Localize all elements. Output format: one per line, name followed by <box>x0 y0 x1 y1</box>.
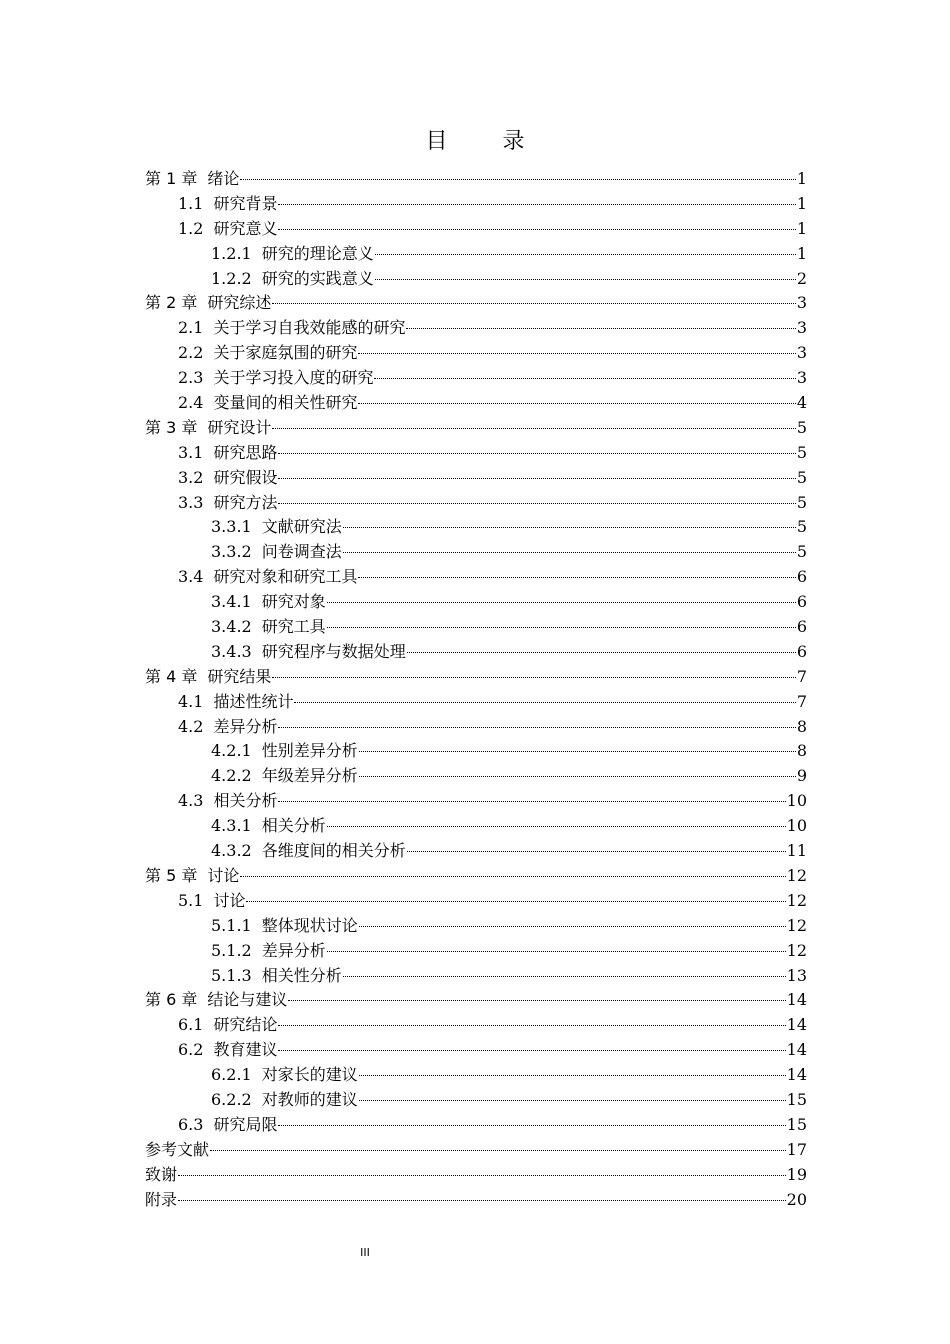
toc-entry-number: 3.3.2 <box>211 542 252 562</box>
toc-entry[interactable] <box>145 864 807 889</box>
toc-entry-page: 7 <box>796 666 807 686</box>
toc-entry-page: 6 <box>796 641 807 661</box>
toc-entry-page: 1 <box>796 218 807 238</box>
toc-entry-title: 年级差异分析 <box>261 766 358 786</box>
toc-entry-number: 6.2.2 <box>211 1089 252 1109</box>
toc-entry-title: 讨论 <box>207 865 240 885</box>
toc-dot-leader <box>278 453 795 454</box>
toc-dot-leader <box>240 876 785 877</box>
toc-dot-leader <box>375 254 796 255</box>
toc-entry-page: 14 <box>786 1040 807 1060</box>
toc-dot-leader <box>272 428 795 429</box>
toc-entry-page: 5 <box>796 517 807 537</box>
toc-entry-number: 4.3 <box>178 791 204 811</box>
toc-entry[interactable] <box>145 715 807 740</box>
toc-dot-leader <box>359 776 796 777</box>
toc-entry-title: 整体现状讨论 <box>261 915 358 935</box>
toc-dot-leader <box>406 328 795 329</box>
toc-entry-title: 关于学习投入度的研究 <box>213 368 374 388</box>
toc-entry-title: 问卷调查法 <box>261 542 342 562</box>
toc-entry-number: 1.1 <box>178 193 204 213</box>
toc-dot-leader <box>375 279 796 280</box>
toc-entry-page: 1 <box>796 243 807 263</box>
toc-entry-title: 研究的实践意义 <box>261 268 374 288</box>
toc-entry[interactable] <box>145 291 807 316</box>
toc-entry-page: 9 <box>796 766 807 786</box>
toc-entry-number: 6.3 <box>178 1114 204 1134</box>
toc-entry[interactable] <box>145 939 807 964</box>
toc-entry[interactable] <box>145 640 807 665</box>
toc-dot-leader <box>343 527 796 528</box>
toc-entry-number: 2.2 <box>178 343 204 363</box>
toc-entry-number: 3.1 <box>178 442 204 462</box>
toc-entry[interactable] <box>145 366 807 391</box>
toc-dot-leader <box>288 1000 785 1001</box>
toc-entry-number: 第 5 章 <box>145 865 198 885</box>
toc-entry-page: 12 <box>786 890 807 910</box>
toc-entry-title: 关于学习自我效能感的研究 <box>213 318 406 338</box>
toc-entry-number: 4.1 <box>178 691 204 711</box>
toc-entry[interactable] <box>145 814 807 839</box>
toc-entry-page: 5 <box>796 417 807 437</box>
toc-entry-number: 第 1 章 <box>145 169 198 188</box>
toc-entry-title: 研究背景 <box>213 193 278 213</box>
toc-dot-leader <box>358 353 795 354</box>
toc-entry[interactable] <box>145 1113 807 1138</box>
toc-entry-number: 3.4.2 <box>211 617 252 637</box>
toc-entry[interactable] <box>145 1188 807 1213</box>
toc-entry[interactable] <box>145 889 807 914</box>
toc-dot-leader <box>240 179 795 180</box>
toc-entry-page: 13 <box>786 965 807 985</box>
toc-entry-number: 3.4.1 <box>211 592 252 612</box>
toc-dot-leader <box>359 926 786 927</box>
toc-entry-number: 第 3 章 <box>145 417 198 437</box>
toc-entry-number: 1.2.1 <box>211 243 252 263</box>
toc-entry-page: 15 <box>786 1114 807 1134</box>
toc-entry-title: 对教师的建议 <box>261 1089 358 1109</box>
toc-dot-leader <box>358 403 795 404</box>
toc-entry-title: 研究方法 <box>213 492 278 512</box>
toc-dot-leader <box>278 1025 785 1026</box>
toc-entry-title: 研究对象和研究工具 <box>213 567 358 587</box>
toc-dot-leader <box>343 976 786 977</box>
toc-entry[interactable] <box>145 665 807 690</box>
toc-entry-title: 绪论 <box>207 169 240 188</box>
toc-dot-leader <box>278 204 795 205</box>
toc-entry-page: 5 <box>796 442 807 462</box>
toc-dot-leader <box>343 552 796 553</box>
toc-title: 目 录 <box>425 129 549 154</box>
toc-entry-number: 1.2 <box>178 218 204 238</box>
toc-entry[interactable] <box>145 441 807 466</box>
toc-entry[interactable] <box>145 192 807 217</box>
toc-entry-number: 5.1.1 <box>211 915 252 935</box>
toc-entry-page: 15 <box>786 1089 807 1109</box>
toc-entry-title: 研究的理论意义 <box>261 243 374 263</box>
toc-entry[interactable] <box>145 217 807 242</box>
toc-entry-title: 研究结论 <box>213 1015 278 1035</box>
toc-entry[interactable] <box>145 341 807 366</box>
toc-entry-title: 附录 <box>145 1189 178 1209</box>
toc-entry-title: 教育建议 <box>213 1040 278 1060</box>
toc-entry-number: 4.2.1 <box>211 741 252 761</box>
toc-entry[interactable] <box>145 789 807 814</box>
toc-entry-title: 性别差异分析 <box>261 741 358 761</box>
toc-entry-title: 各维度间的相关分析 <box>261 841 406 861</box>
toc-entry[interactable] <box>145 615 807 640</box>
toc-dot-leader <box>327 826 786 827</box>
toc-entry-title: 相关性分析 <box>261 965 342 985</box>
toc-entry-number: 4.3.1 <box>211 816 252 836</box>
toc-dot-leader <box>210 1150 786 1151</box>
toc-entry-page: 3 <box>796 343 807 363</box>
toc-entry[interactable] <box>145 491 807 516</box>
toc-entry-title: 研究设计 <box>207 417 272 437</box>
toc-entry-title: 讨论 <box>213 890 246 910</box>
toc-entry-title: 对家长的建议 <box>261 1065 358 1085</box>
toc-entry-number: 2.1 <box>178 318 204 338</box>
toc-entry-title: 研究工具 <box>261 617 326 637</box>
toc-entry-title: 研究综述 <box>207 293 272 313</box>
toc-dot-leader <box>278 727 795 728</box>
toc-entry-number: 3.4.3 <box>211 641 252 661</box>
toc-dot-leader <box>272 303 795 304</box>
toc-entry[interactable] <box>145 690 807 715</box>
toc-entry-number: 第 2 章 <box>145 293 198 313</box>
toc-entry-page: 5 <box>796 492 807 512</box>
toc-entry-number: 4.2 <box>178 716 204 736</box>
toc-entry-title: 描述性统计 <box>213 691 294 711</box>
toc-entry[interactable] <box>145 1138 807 1163</box>
toc-entry-number: 5.1.3 <box>211 965 252 985</box>
toc-entry-title: 研究局限 <box>213 1114 278 1134</box>
toc-entry-page: 3 <box>796 368 807 388</box>
toc-entry-title: 文献研究法 <box>261 517 342 537</box>
toc-entry[interactable] <box>145 267 807 292</box>
toc-entry-page: 8 <box>796 741 807 761</box>
toc-entry[interactable] <box>145 167 807 192</box>
toc-entry-page: 10 <box>786 816 807 836</box>
toc-dot-leader <box>278 801 785 802</box>
toc-entry-title: 差异分析 <box>213 716 278 736</box>
toc-entry[interactable] <box>145 1063 807 1088</box>
toc-entry-page: 12 <box>786 940 807 960</box>
toc-entry-number: 6.1 <box>178 1015 204 1035</box>
toc-dot-leader <box>294 702 795 703</box>
toc-dot-leader <box>278 503 795 504</box>
toc-entry[interactable] <box>145 1038 807 1063</box>
toc-entry-title: 研究程序与数据处理 <box>261 641 406 661</box>
toc-entry-number: 第 4 章 <box>145 666 198 686</box>
toc-entry-page: 11 <box>786 841 807 861</box>
toc-entry-page: 5 <box>796 467 807 487</box>
toc-entry[interactable] <box>145 565 807 590</box>
toc-entry-number: 6.2.1 <box>211 1065 252 1085</box>
toc-dot-leader <box>272 677 795 678</box>
toc-entry-title: 变量间的相关性研究 <box>213 393 358 413</box>
toc-entry[interactable] <box>145 466 807 491</box>
toc-entry-number: 2.3 <box>178 368 204 388</box>
toc-entry-page: 14 <box>786 1065 807 1085</box>
toc-entry-number: 3.2 <box>178 467 204 487</box>
toc-entry-number: 4.2.2 <box>211 766 252 786</box>
toc-entry-number: 6.2 <box>178 1040 204 1060</box>
toc-entry-title: 相关分析 <box>213 791 278 811</box>
toc-dot-leader <box>278 1050 785 1051</box>
toc-dot-leader <box>327 951 786 952</box>
toc-dot-leader <box>374 378 795 379</box>
toc-entry[interactable] <box>145 416 807 441</box>
toc-entry-page: 6 <box>796 567 807 587</box>
toc-entry-page: 8 <box>796 716 807 736</box>
toc-entry-number: 3.3 <box>178 492 204 512</box>
toc-dot-leader <box>178 1200 786 1201</box>
toc-entry[interactable] <box>145 964 807 989</box>
toc-entry-title: 关于家庭氛围的研究 <box>213 343 358 363</box>
toc-entry-number: 3.4 <box>178 567 204 587</box>
toc-entry[interactable] <box>145 1088 807 1113</box>
toc-dot-leader <box>246 901 785 902</box>
toc-entry[interactable] <box>145 914 807 939</box>
toc-entry-page: 12 <box>786 915 807 935</box>
toc-entry[interactable] <box>145 515 807 540</box>
toc-entry-number: 5.1.2 <box>211 940 252 960</box>
toc-entry-page: 12 <box>786 865 807 885</box>
toc-entry-page: 5 <box>796 542 807 562</box>
toc-entry-page: 6 <box>796 617 807 637</box>
toc-entry-number: 5.1 <box>178 890 204 910</box>
toc-entry-page: 14 <box>786 1015 807 1035</box>
toc-entry-title: 结论与建议 <box>207 990 288 1010</box>
toc-entry[interactable] <box>145 839 807 864</box>
toc-entry[interactable] <box>145 1013 807 1038</box>
toc-entry-number: 第 6 章 <box>145 990 198 1010</box>
toc-entry-page: 3 <box>796 293 807 313</box>
toc-entry-title: 致谢 <box>145 1164 178 1184</box>
toc-dot-leader <box>327 602 796 603</box>
toc-entry-page: 1 <box>796 193 807 213</box>
toc-entry-title: 研究假设 <box>213 467 278 487</box>
toc-entry-page: 7 <box>796 691 807 711</box>
toc-dot-leader <box>407 652 796 653</box>
toc-entry[interactable] <box>145 242 807 267</box>
toc-dot-leader <box>327 627 796 628</box>
toc-entry[interactable] <box>145 590 807 615</box>
toc-list <box>145 167 807 1212</box>
page-number: III <box>360 1246 370 1259</box>
toc-entry-title: 研究结果 <box>207 666 272 686</box>
toc-dot-leader <box>278 229 795 230</box>
toc-entry-page: 20 <box>786 1189 807 1209</box>
toc-entry[interactable] <box>145 764 807 789</box>
toc-entry-page: 2 <box>796 268 807 288</box>
toc-entry-title: 研究对象 <box>261 592 326 612</box>
toc-entry-page: 14 <box>786 990 807 1010</box>
toc-entry[interactable] <box>145 1163 807 1188</box>
toc-entry-number: 3.3.1 <box>211 517 252 537</box>
toc-dot-leader <box>178 1175 786 1176</box>
toc-entry-title: 差异分析 <box>261 940 326 960</box>
toc-dot-leader <box>359 751 796 752</box>
toc-entry-title: 参考文献 <box>145 1139 210 1159</box>
toc-entry-page: 4 <box>796 393 807 413</box>
toc-entry-page: 1 <box>796 169 807 188</box>
toc-entry-title: 研究思路 <box>213 442 278 462</box>
toc-entry[interactable] <box>145 739 807 764</box>
toc-dot-leader <box>359 1100 786 1101</box>
toc-entry[interactable] <box>145 316 807 341</box>
toc-dot-leader <box>358 577 795 578</box>
toc-entry-page: 6 <box>796 592 807 612</box>
toc-entry-page: 3 <box>796 318 807 338</box>
toc-entry[interactable] <box>145 988 807 1013</box>
toc-dot-leader <box>278 1125 785 1126</box>
toc-dot-leader <box>407 851 786 852</box>
toc-entry-title: 研究意义 <box>213 218 278 238</box>
toc-entry-page: 17 <box>786 1139 807 1159</box>
toc-entry[interactable] <box>145 540 807 565</box>
toc-entry-number: 1.2.2 <box>211 268 252 288</box>
toc-entry-page: 10 <box>786 791 807 811</box>
toc-entry-number: 4.3.2 <box>211 841 252 861</box>
toc-entry-page: 19 <box>786 1164 807 1184</box>
toc-entry-title: 相关分析 <box>261 816 326 836</box>
toc-entry-number: 2.4 <box>178 393 204 413</box>
toc-dot-leader <box>359 1075 786 1076</box>
toc-entry[interactable] <box>145 391 807 416</box>
toc-dot-leader <box>278 478 795 479</box>
